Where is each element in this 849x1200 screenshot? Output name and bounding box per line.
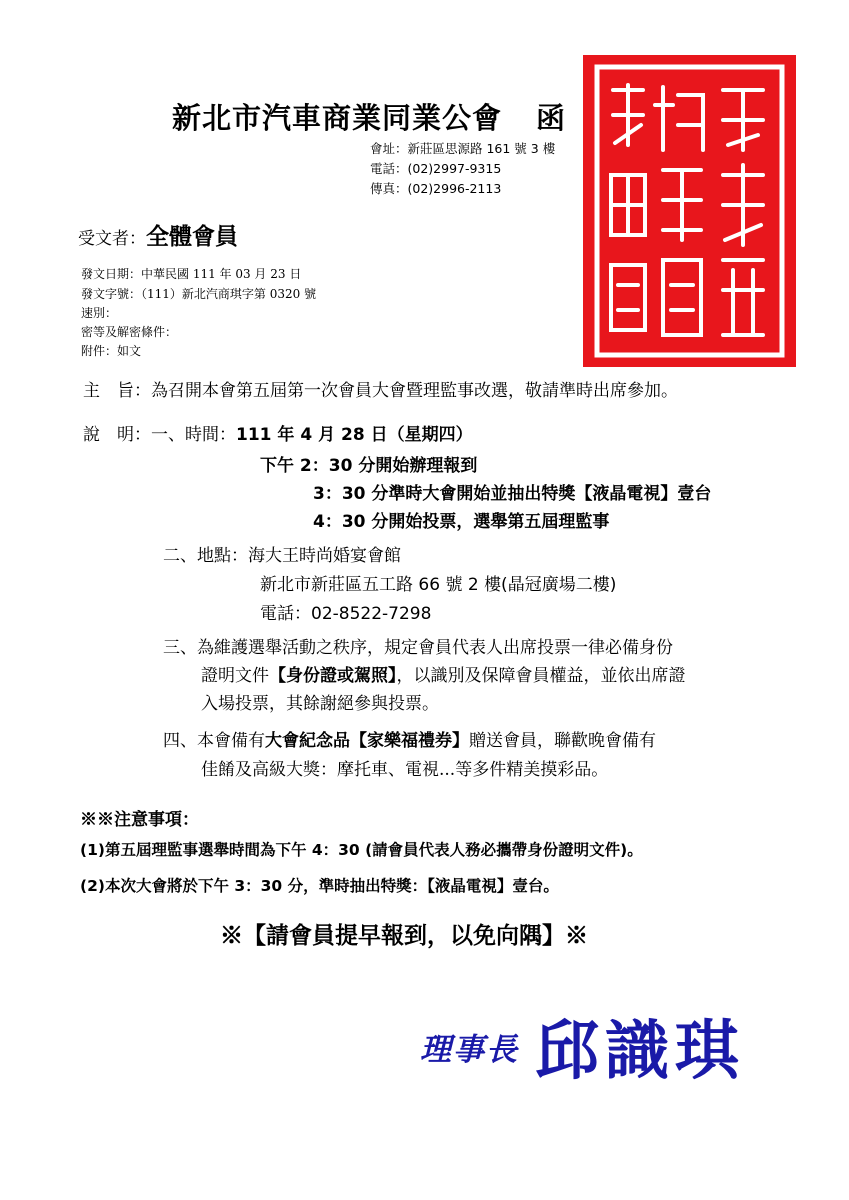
item1-line4: 4：30 分開始投票，選舉第五屆理監事: [313, 512, 610, 532]
subject-text: 為召開本會第五屆第一次會員大會暨理監事改選，敬請準時出席參加。: [151, 381, 678, 401]
item3-line1: 三、為維護選舉活動之秩序，規定會員代表人出席投票一律必備身份: [163, 638, 673, 658]
recipient: [78, 218, 238, 251]
subject: [83, 376, 678, 401]
notes-heading: ※※注意事項：: [80, 810, 199, 830]
org-phone: 電話：(02)2997-9315: [370, 161, 502, 176]
item3-line2: [201, 661, 686, 686]
item3-line2-b: 【身份證或駕照】: [269, 666, 397, 686]
recipient-value: 全體會員: [146, 224, 238, 250]
item2-prefix: 二、地點：: [163, 546, 248, 566]
item3-line3: 入場投票，其餘謝絕參與投票。: [201, 694, 439, 714]
item4-c: 贈送會員，聯歡晚會備有: [469, 731, 656, 751]
document-title: [172, 96, 566, 137]
doc-type: 函: [536, 101, 567, 135]
secrecy-level: 密等及解密條件：: [81, 325, 178, 339]
item1-time: 111 年 4 月 28 日（星期四）: [236, 425, 473, 445]
reminder: ※【請會員提早報到，以免向隅】※: [220, 922, 588, 949]
item4-line2: 佳餚及高級大獎：摩托車、電視...等多件精美摸彩品。: [201, 760, 609, 780]
recipient-label: 受文者：: [78, 229, 146, 249]
note-1: (1)第五屆理監事選舉時間為下午 4：30 (請會員代表人務必攜帶身份證明文件)。: [80, 841, 643, 859]
item4-a: 四、本會備有: [163, 731, 265, 751]
note-2: (2)本次大會將於下午 3：30 分，準時抽出特獎：【液晶電視】壹台。: [80, 877, 559, 895]
issue-number: 發文字號：（111）新北汽商琪字第 0320 號: [81, 287, 317, 301]
org-address: 會址：新莊區思源路 161 號 3 樓: [370, 141, 556, 156]
item1-line3: 3：30 分準時大會開始並抽出特獎【液晶電視】壹台: [313, 484, 712, 504]
item1-line2: 下午 2：30 分開始辦理報到: [260, 456, 478, 476]
item2-phone: 電話：02-8522-7298: [260, 604, 432, 624]
item2-address: 新北市新莊區五工路 66 號 2 樓(晶冠廣場二樓): [260, 575, 617, 595]
org-name: 新北市汽車商業同業公會: [172, 101, 503, 135]
speed-class: 速別：: [81, 306, 118, 320]
signature-name: 邱識琪: [535, 1014, 745, 1089]
item3-line2-c: ，以識別及保障會員權益，並依出席證: [396, 666, 686, 686]
explanation-item-4: [163, 726, 656, 751]
signature-title: 理事長: [420, 1032, 519, 1068]
attachment: 附件：如文: [81, 344, 142, 358]
explanation-item-1: [83, 420, 473, 445]
explanation-item-2: [163, 541, 401, 566]
issue-date: 發文日期：中華民國 111 年 03 月 23 日: [81, 267, 302, 281]
item1-prefix: 一、時間：: [151, 425, 236, 445]
item2-venue: 海大王時尚婚宴會館: [248, 546, 401, 566]
item3-line2-a: 證明文件: [201, 666, 269, 686]
subject-label: 主 旨：: [83, 381, 151, 401]
official-seal: [583, 55, 796, 367]
org-fax: 傳真：(02)2996-2113: [370, 181, 502, 196]
explanation-label: 說 明：: [83, 425, 151, 445]
item4-b: 大會紀念品【家樂福禮券】: [265, 731, 469, 751]
